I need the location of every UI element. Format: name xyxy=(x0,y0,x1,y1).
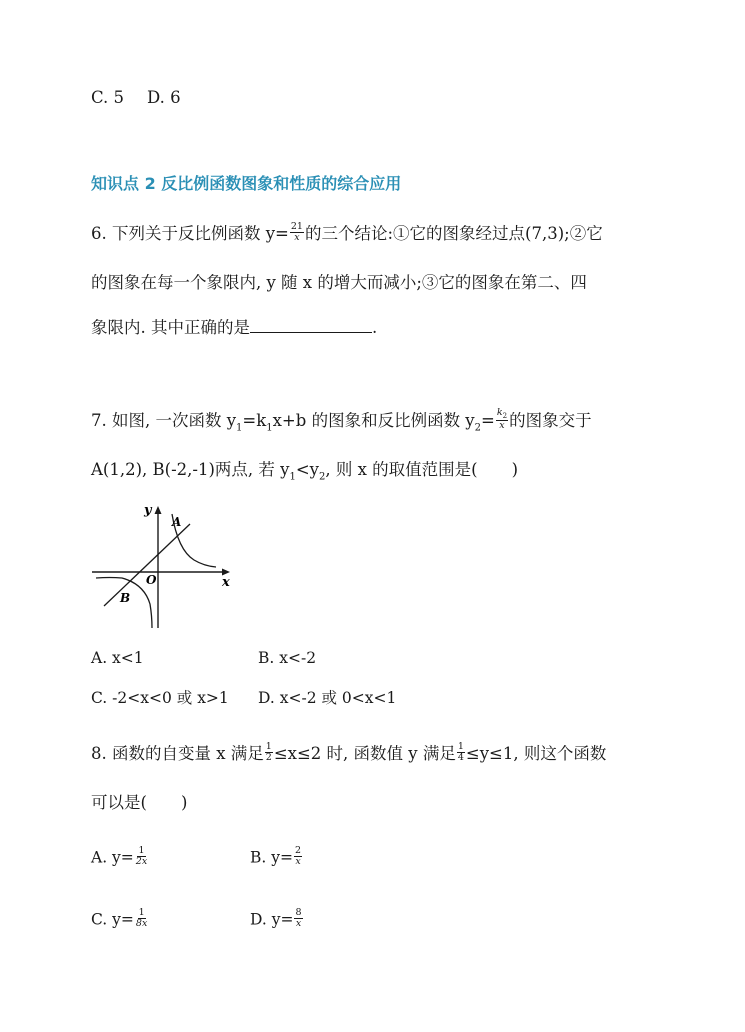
q7-part4: = xyxy=(481,411,495,431)
origin-label: O xyxy=(146,573,157,587)
q7-sub2: 1 xyxy=(266,422,273,434)
q7-option-d[interactable]: D. x<-2 或 0<x<1 xyxy=(258,689,397,707)
point-a-label: A xyxy=(172,515,182,529)
q6-frac-num: 21 xyxy=(290,221,303,232)
q7-frac-num-sub: 2 xyxy=(502,411,508,420)
y-axis-arrow xyxy=(155,506,162,514)
q7-part5: 的图象交于 xyxy=(509,411,592,431)
q6-suffix: 的三个结论:①它的图象经过点(7,3);②它 xyxy=(304,223,603,243)
q7-option-c[interactable]: C. -2<x<0 或 x>1 xyxy=(91,689,229,707)
q7-line2 xyxy=(91,462,518,482)
q7-frac-den: x xyxy=(499,420,505,432)
q8-option-b-den: x xyxy=(295,855,301,867)
q8-frac2-num: 1 xyxy=(457,741,464,752)
section-heading: 知识点 2 反比例函数图象和性质的综合应用 xyxy=(91,174,402,193)
q6-line3-suffix: . xyxy=(372,318,378,337)
q6-line3 xyxy=(91,318,377,337)
q7-part1: 7. 如图, 一次函数 y xyxy=(91,411,237,431)
q8-frac1-num: 1 xyxy=(265,741,272,752)
q7-option-a[interactable]: A. x<1 xyxy=(91,649,144,667)
q8-part3: ≤y≤1, 则这个函数 xyxy=(465,743,607,763)
q6-line1 xyxy=(91,221,603,245)
q8-option-a-num: 1 xyxy=(138,845,145,856)
q8-option-c-den: 8x xyxy=(135,917,148,929)
q8-option-d[interactable] xyxy=(250,907,304,931)
q8-option-c-label: C. y= xyxy=(91,910,134,929)
q8-option-a[interactable] xyxy=(91,845,149,869)
q7-line2-sub1: 1 xyxy=(289,471,296,483)
q8-option-b-num: 2 xyxy=(295,845,302,856)
q7-line2-d: ) xyxy=(511,460,519,479)
q6-frac-den: x xyxy=(294,231,300,243)
option-c-prev: C. 5 xyxy=(91,88,125,107)
q7-line2-b: <y xyxy=(295,460,319,479)
q7-part3: x+b 的图象和反比例函数 y xyxy=(272,411,475,431)
q6-line2: 的图象在每一个象限内, y 随 x 的增大而减小;③它的图象在第二、四 xyxy=(91,273,587,292)
q7-sub3: 2 xyxy=(474,422,482,434)
q7-line2-a: A(1,2), B(-2,-1)两点, 若 y xyxy=(91,460,290,479)
point-b-label: B xyxy=(120,591,131,605)
q7-graph xyxy=(88,498,238,634)
q8-line2-b: ) xyxy=(180,793,188,812)
q7-option-b[interactable]: B. x<-2 xyxy=(258,649,317,667)
q8-fraction-1 xyxy=(265,742,273,763)
q8-line1 xyxy=(91,741,607,765)
q8-option-d-num: 8 xyxy=(295,907,302,918)
q8-option-c-fraction xyxy=(135,908,148,929)
q8-option-b[interactable] xyxy=(250,845,303,869)
q7-line2-c: , 则 x 的取值范围是( xyxy=(325,460,478,479)
q8-option-a-den: 2x xyxy=(135,855,148,867)
q8-line2-a: 可以是( xyxy=(91,793,147,812)
q6-line3-prefix: 象限内. 其中正确的是 xyxy=(91,318,250,337)
q8-fraction-2 xyxy=(457,742,465,763)
q8-option-b-label: B. y= xyxy=(250,848,293,867)
q8-part1: 8. 函数的自变量 x 满足 xyxy=(91,743,264,763)
q8-option-d-den: x xyxy=(295,917,302,929)
q7-sub1: 1 xyxy=(236,422,243,434)
q8-frac2-den: 4 xyxy=(457,751,464,763)
q6-prefix: 6. 下列关于反比例函数 y= xyxy=(91,223,289,243)
q7-frac-num xyxy=(496,408,508,421)
q8-part2: ≤x≤2 时, 函数值 y 满足 xyxy=(273,743,456,763)
q8-frac1-den: 2 xyxy=(265,751,272,763)
answer-blank[interactable] xyxy=(250,318,372,333)
q7-fraction xyxy=(496,408,508,431)
q7-line2-sub2: 2 xyxy=(319,471,326,483)
q8-line2 xyxy=(91,795,187,812)
q8-option-b-fraction xyxy=(294,846,302,867)
q7-line1 xyxy=(91,407,592,434)
y-axis-label: y xyxy=(144,503,152,518)
q7-part2: =k xyxy=(242,411,267,431)
q8-option-d-label: D. y= xyxy=(250,910,294,929)
option-d-prev: D. 6 xyxy=(147,88,181,107)
q8-option-c-num: 1 xyxy=(138,907,145,918)
q8-option-d-fraction xyxy=(294,908,302,929)
q8-option-a-label: A. y= xyxy=(91,848,134,867)
q7-frac-num-main: k xyxy=(496,407,503,418)
q6-fraction xyxy=(290,222,304,243)
q8-option-a-fraction xyxy=(135,846,148,867)
x-axis-label: x xyxy=(222,575,230,590)
q8-option-c[interactable] xyxy=(91,907,149,931)
